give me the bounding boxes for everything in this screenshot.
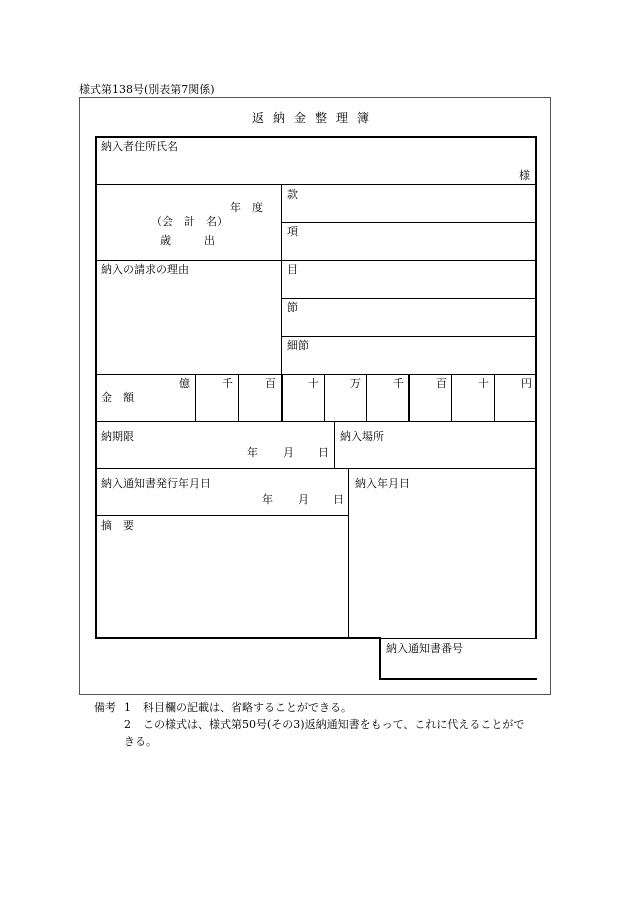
summary-label: 摘 要 — [101, 519, 134, 532]
due-month: 月 — [283, 446, 294, 459]
divider — [324, 374, 325, 421]
divider — [96, 184, 536, 185]
divider — [281, 184, 282, 374]
issue-month: 月 — [298, 493, 309, 506]
table-top-border — [95, 136, 537, 138]
divider — [195, 374, 196, 421]
payer-label: 納入者住所氏名 — [101, 140, 178, 153]
due-label: 納期限 — [101, 430, 134, 443]
unit-label: 十 — [478, 377, 489, 390]
divider — [282, 260, 536, 261]
form-title: 返納金整理簿 — [252, 111, 379, 125]
divider — [451, 374, 452, 421]
divider — [238, 374, 239, 421]
divider — [96, 421, 536, 422]
divider — [96, 468, 536, 469]
account-name-label: （会 計 名） — [151, 215, 228, 228]
divider — [282, 336, 536, 337]
divider — [96, 260, 282, 261]
due-day: 日 — [318, 446, 329, 459]
unit-label: 億 — [179, 377, 190, 390]
notice-issue-label: 納入通知書発行年月日 — [101, 477, 211, 490]
note-text: 科目欄の記載は、省略することができる。 — [143, 701, 352, 714]
note-text: この様式は、様式第50号(その3)返納通知書をもって、これに代えることがで — [143, 718, 525, 731]
due-year: 年 — [247, 446, 258, 459]
unit-label: 千 — [393, 377, 404, 390]
note-number: 1 — [124, 701, 131, 714]
notes-heading: 備考 — [94, 701, 116, 714]
notice-box-left-border — [379, 637, 381, 680]
divider — [408, 374, 410, 421]
moku-label: 目 — [287, 263, 298, 276]
notice-box-bottom-border — [379, 678, 537, 680]
unit-label: 百 — [436, 377, 447, 390]
divider — [282, 298, 536, 299]
form-number: 様式第138号(別表第7関係) — [79, 83, 215, 96]
expenditure-label: 歳 出 — [160, 234, 215, 247]
notice-box-top-line — [379, 638, 536, 639]
kan-label: 款 — [287, 188, 298, 201]
honorific: 様 — [519, 169, 530, 182]
divider — [96, 374, 536, 375]
amount-label: 金 額 — [101, 391, 134, 404]
saisetsu-label: 細節 — [287, 339, 309, 352]
place-label: 納入場所 — [340, 430, 384, 443]
unit-label: 万 — [350, 377, 361, 390]
table-right-border — [535, 136, 537, 639]
divider — [348, 468, 349, 638]
divider — [281, 374, 283, 421]
issue-day: 日 — [333, 493, 344, 506]
unit-label: 円 — [521, 377, 532, 390]
note-text-continuation: きる。 — [124, 735, 157, 748]
divider — [494, 374, 495, 421]
table-bottom-border-left — [95, 637, 381, 639]
divider — [366, 374, 367, 421]
notice-number-label: 納入通知書番号 — [386, 642, 463, 655]
unit-label: 千 — [222, 377, 233, 390]
divider — [334, 421, 335, 468]
divider — [282, 222, 536, 223]
unit-label: 十 — [308, 377, 319, 390]
setsu-label: 節 — [287, 301, 298, 314]
form-frame — [79, 97, 551, 695]
table-left-border — [95, 136, 97, 639]
kou-label: 項 — [287, 225, 298, 238]
issue-year: 年 — [262, 493, 273, 506]
unit-label: 百 — [265, 377, 276, 390]
divider — [96, 515, 349, 516]
note-number: 2 — [124, 718, 131, 731]
reason-label: 納入の請求の理由 — [101, 263, 189, 276]
fiscal-year-label: 年 度 — [230, 201, 263, 214]
payment-date-label: 納入年月日 — [355, 477, 410, 490]
